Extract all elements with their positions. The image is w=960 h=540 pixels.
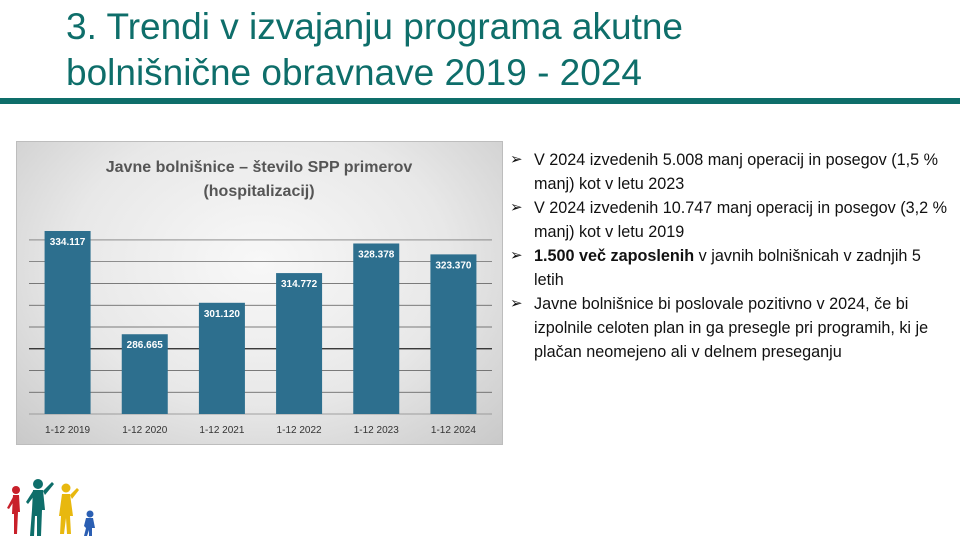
figures-logo-icon xyxy=(4,476,104,538)
bullet-item xyxy=(510,244,950,292)
bullet-bold: 1.500 več zaposlenih xyxy=(534,247,695,265)
x-tick-label: 1-12 2024 xyxy=(430,425,476,436)
x-tick-label: 1-12 2022 xyxy=(276,425,322,436)
x-tick-label: 1-12 2020 xyxy=(122,425,168,436)
data-label: 334.117 xyxy=(49,237,86,248)
bar-chart xyxy=(17,142,502,444)
x-tick-label: 1-12 2021 xyxy=(199,425,245,436)
bullet-item xyxy=(510,196,950,244)
x-tick-label: 1-12 2019 xyxy=(45,425,91,436)
chart-title-line-1: Javne bolnišnice – število SPP primerov xyxy=(105,159,413,176)
data-label: 314.772 xyxy=(281,279,318,291)
arrow-bullet-icon: ➢ xyxy=(510,151,523,168)
data-label: 323.370 xyxy=(435,260,472,272)
page-title xyxy=(66,4,946,96)
x-tick-label: 1-12 2023 xyxy=(353,425,399,436)
title-line-1: 3. Trendi v izvajanju programa akutne xyxy=(66,6,684,47)
arrow-bullet-icon: ➢ xyxy=(510,247,523,264)
bullet-text: Javne bolnišnice bi poslovale pozitivno v 2024, če bi izpolnile celoten plan in ga presegle pri programih, ki je plačan neomejeno ali v delnem preseganju xyxy=(534,295,929,361)
bullet-item xyxy=(510,148,950,196)
chart-title-line-2: (hospitalizacij) xyxy=(203,183,315,200)
bullet-text: V 2024 izvedenih 10.747 manj operacij in posegov (3,2 % manj) kot v letu 2019 xyxy=(534,199,948,241)
bar-1-12-2022 xyxy=(276,273,322,414)
title-divider xyxy=(0,98,960,104)
bullet-text: v javnih bolnišnicah v zadnjih 5 letih xyxy=(534,247,921,289)
bar-1-12-2019 xyxy=(45,231,91,414)
bullet-list xyxy=(510,148,950,364)
bar-1-12-2023 xyxy=(353,243,399,414)
title-line-2: bolnišnične obravnave 2019 - 2024 xyxy=(66,52,642,93)
chart-panel xyxy=(16,141,503,445)
data-label: 328.378 xyxy=(358,249,395,261)
bar-1-12-2024 xyxy=(430,254,476,414)
data-label: 301.120 xyxy=(203,308,240,320)
arrow-bullet-icon: ➢ xyxy=(510,295,523,312)
bullet-text: V 2024 izvedenih 5.008 manj operacij in posegov (1,5 % manj) kot v letu 2023 xyxy=(534,151,939,193)
arrow-bullet-icon: ➢ xyxy=(510,199,523,216)
data-label: 286.665 xyxy=(126,340,163,352)
bullet-item xyxy=(510,292,950,364)
